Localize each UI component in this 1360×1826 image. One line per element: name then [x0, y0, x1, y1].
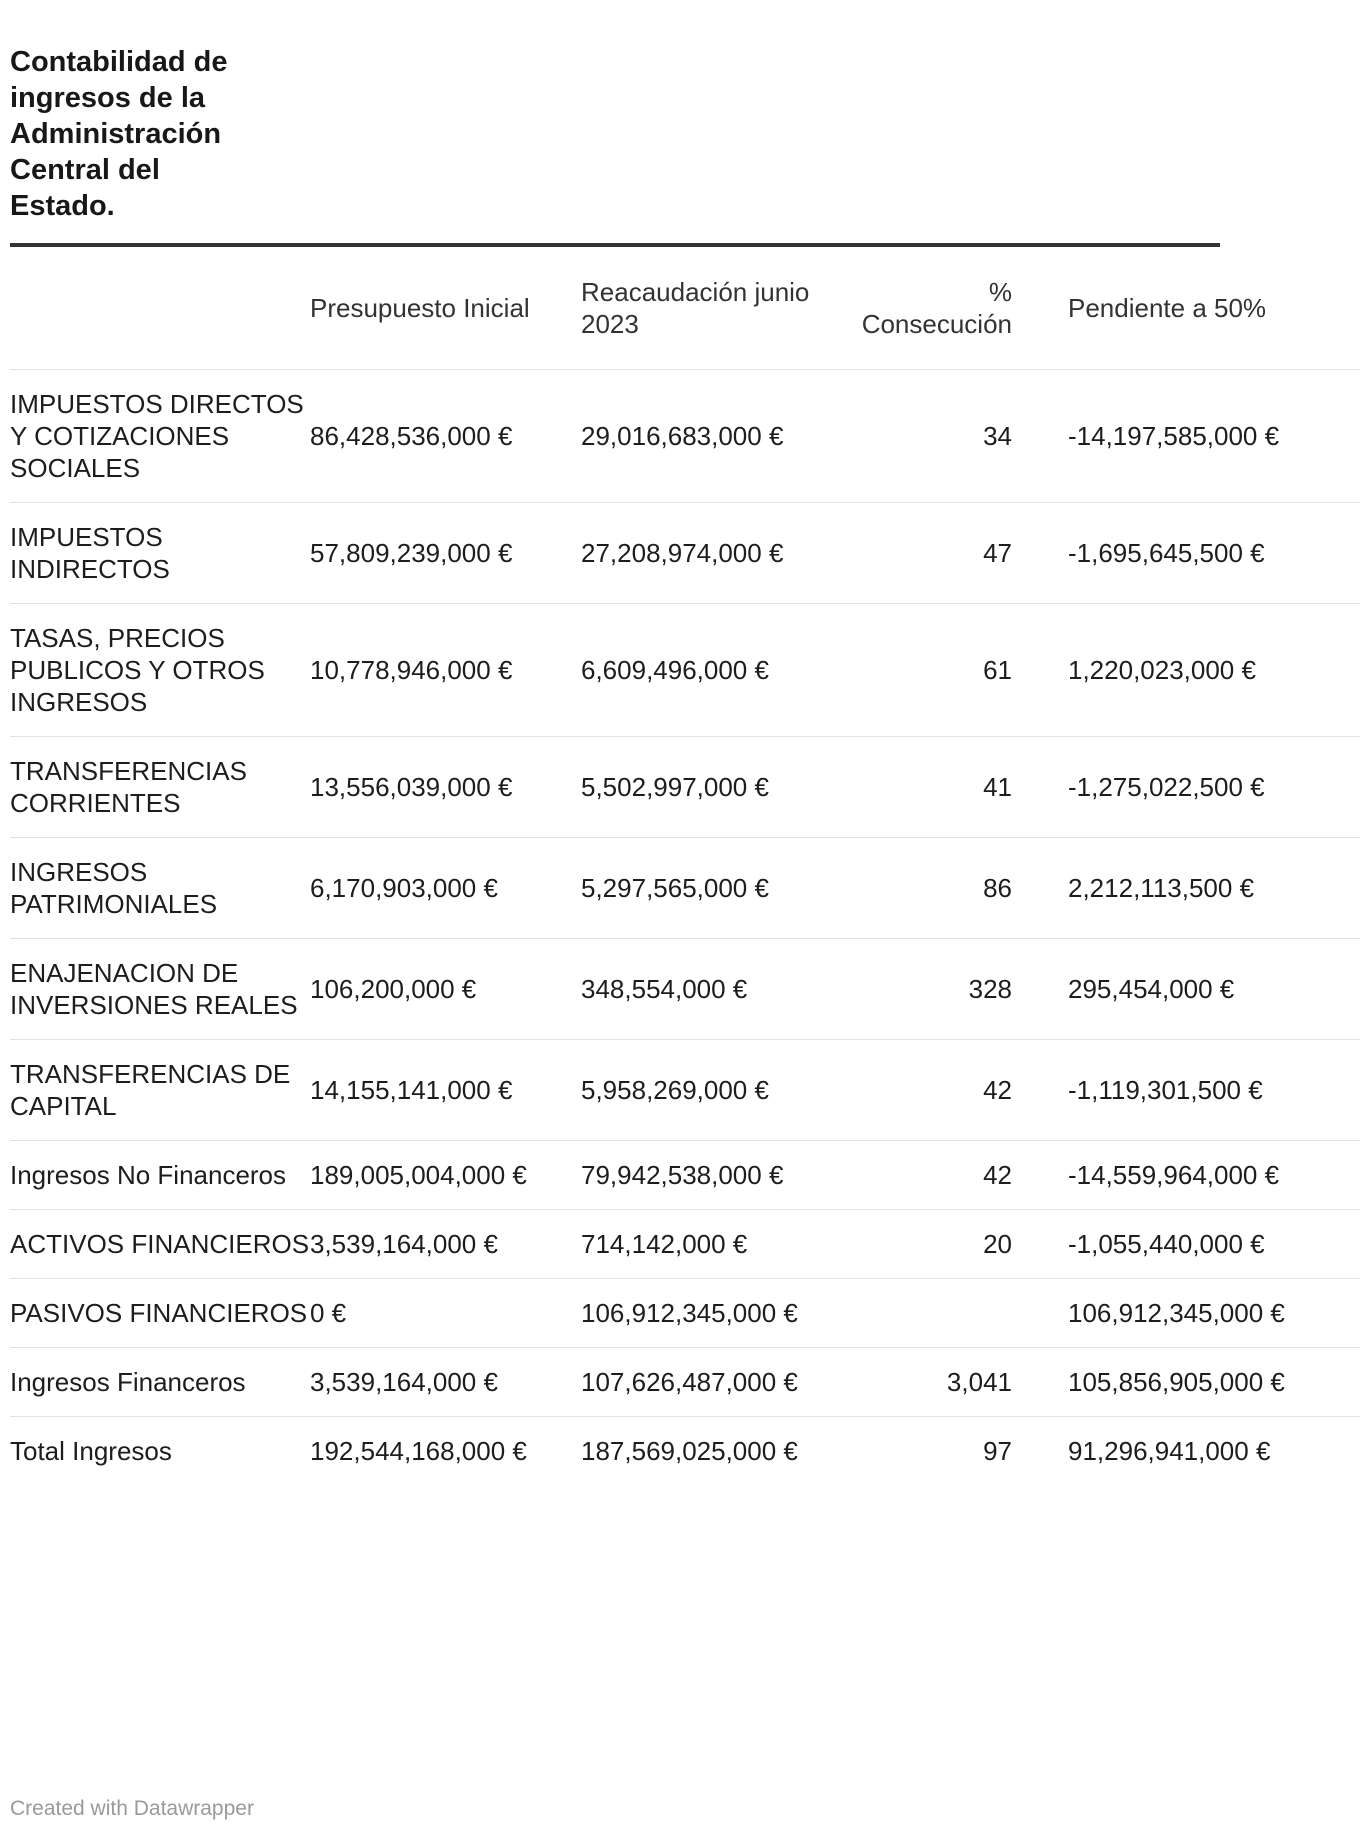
cell-recaudacion: 106,912,345,000 €	[581, 1279, 843, 1348]
cell-consecucion: 86	[843, 838, 1026, 939]
cell-consecucion	[843, 1279, 1026, 1348]
row-label: Ingresos Financeros	[10, 1348, 310, 1417]
table-container[interactable]	[10, 243, 1285, 1763]
row-label: ENAJENACION DE INVERSIONES REALES	[10, 939, 310, 1040]
cell-pendiente: 105,856,905,000 €	[1026, 1348, 1360, 1417]
table-row	[10, 737, 1360, 838]
cell-presupuesto: 10,778,946,000 €	[310, 604, 581, 737]
cell-presupuesto: 3,539,164,000 €	[310, 1348, 581, 1417]
cell-pendiente: -1,275,022,500 €	[1026, 737, 1360, 838]
cell-recaudacion: 29,016,683,000 €	[581, 370, 843, 503]
cell-presupuesto: 57,809,239,000 €	[310, 503, 581, 604]
cell-pendiente: 106,912,345,000 €	[1026, 1279, 1360, 1348]
column-header-presupuesto[interactable]: Presupuesto Inicial	[310, 247, 581, 370]
row-label: IMPUESTOS INDIRECTOS	[10, 503, 310, 604]
column-header-consecucion[interactable]: % Consecución	[843, 247, 1026, 370]
header-row	[10, 247, 1360, 370]
table-row	[10, 370, 1360, 503]
column-header-recaudacion[interactable]: Reacaudación junio 2023	[581, 247, 843, 370]
cell-consecucion: 97	[983, 1436, 1012, 1466]
column-header-pendiente[interactable]: Pendiente a 50%	[1026, 247, 1360, 370]
table-row	[10, 1279, 1360, 1348]
cell-consecucion: 3,041	[843, 1348, 1026, 1417]
row-label: Total Ingresos	[10, 1436, 172, 1466]
cell-recaudacion: 6,609,496,000 €	[581, 604, 843, 737]
cell-recaudacion: 107,626,487,000 €	[581, 1348, 843, 1417]
cell-recaudacion: 5,958,269,000 €	[581, 1040, 843, 1141]
revenue-table	[10, 247, 1360, 1485]
cell-pendiente: -14,559,964,000 €	[1026, 1141, 1360, 1210]
row-label: ACTIVOS FINANCIEROS	[10, 1210, 310, 1279]
cell-consecucion: 42	[843, 1040, 1026, 1141]
cell-presupuesto: 86,428,536,000 €	[310, 370, 581, 503]
cell-presupuesto: 14,155,141,000 €	[310, 1040, 581, 1141]
cell-recaudacion: 79,942,538,000 €	[581, 1141, 843, 1210]
cell-pendiente: 1,220,023,000 €	[1026, 604, 1360, 737]
cell-pendiente: -1,119,301,500 €	[1026, 1040, 1360, 1141]
row-label: IMPUESTOS DIRECTOS Y COTIZACIONES SOCIALES	[10, 370, 310, 503]
cell-presupuesto: 3,539,164,000 €	[310, 1210, 581, 1279]
cell-pendiente: -14,197,585,000 €	[1026, 370, 1360, 503]
cell-recaudacion: 5,502,997,000 €	[581, 737, 843, 838]
cell-consecucion: 61	[843, 604, 1026, 737]
table-row	[10, 503, 1360, 604]
table-row	[10, 1141, 1360, 1210]
row-label: TRANSFERENCIAS DE CAPITAL	[10, 1040, 310, 1141]
cell-presupuesto: 0 €	[310, 1279, 581, 1348]
column-header-name[interactable]	[10, 247, 310, 370]
cell-presupuesto: 192,544,168,000 €	[310, 1436, 527, 1466]
datawrapper-credit[interactable]: Created with Datawrapper	[10, 1797, 254, 1820]
cell-recaudacion: 714,142,000 €	[581, 1210, 843, 1279]
table-row-total	[10, 1417, 1360, 1486]
table-title: Contabilidad de ingresos de la Administración Central del Estado.	[10, 46, 228, 222]
cell-pendiente: -1,695,645,500 €	[1026, 503, 1360, 604]
cell-consecucion: 41	[843, 737, 1026, 838]
cell-consecucion: 34	[843, 370, 1026, 503]
cell-pendiente: -1,055,440,000 €	[1026, 1210, 1360, 1279]
row-label: Ingresos No Financeros	[10, 1141, 310, 1210]
cell-consecucion: 42	[843, 1141, 1026, 1210]
table-row	[10, 939, 1360, 1040]
cell-presupuesto: 106,200,000 €	[310, 939, 581, 1040]
cell-recaudacion: 5,297,565,000 €	[581, 838, 843, 939]
cell-pendiente: 91,296,941,000 €	[1068, 1436, 1271, 1466]
cell-presupuesto: 6,170,903,000 €	[310, 838, 581, 939]
row-label: TASAS, PRECIOS PUBLICOS Y OTROS INGRESOS	[10, 604, 310, 737]
table-row	[10, 1040, 1360, 1141]
cell-consecucion: 47	[843, 503, 1026, 604]
table-row	[10, 604, 1360, 737]
row-label: PASIVOS FINANCIEROS	[10, 1279, 310, 1348]
cell-pendiente: 2,212,113,500 €	[1026, 838, 1360, 939]
cell-presupuesto: 13,556,039,000 €	[310, 737, 581, 838]
row-label: TRANSFERENCIAS CORRIENTES	[10, 737, 310, 838]
table-row	[10, 838, 1360, 939]
cell-consecucion: 328	[843, 939, 1026, 1040]
table-row	[10, 1210, 1360, 1279]
table-row	[10, 1348, 1360, 1417]
cell-pendiente: 295,454,000 €	[1026, 939, 1360, 1040]
cell-recaudacion: 187,569,025,000 €	[581, 1436, 798, 1466]
cell-recaudacion: 27,208,974,000 €	[581, 503, 843, 604]
cell-presupuesto: 189,005,004,000 €	[310, 1141, 581, 1210]
cell-recaudacion: 348,554,000 €	[581, 939, 843, 1040]
cell-consecucion: 20	[843, 1210, 1026, 1279]
row-label: INGRESOS PATRIMONIALES	[10, 838, 310, 939]
